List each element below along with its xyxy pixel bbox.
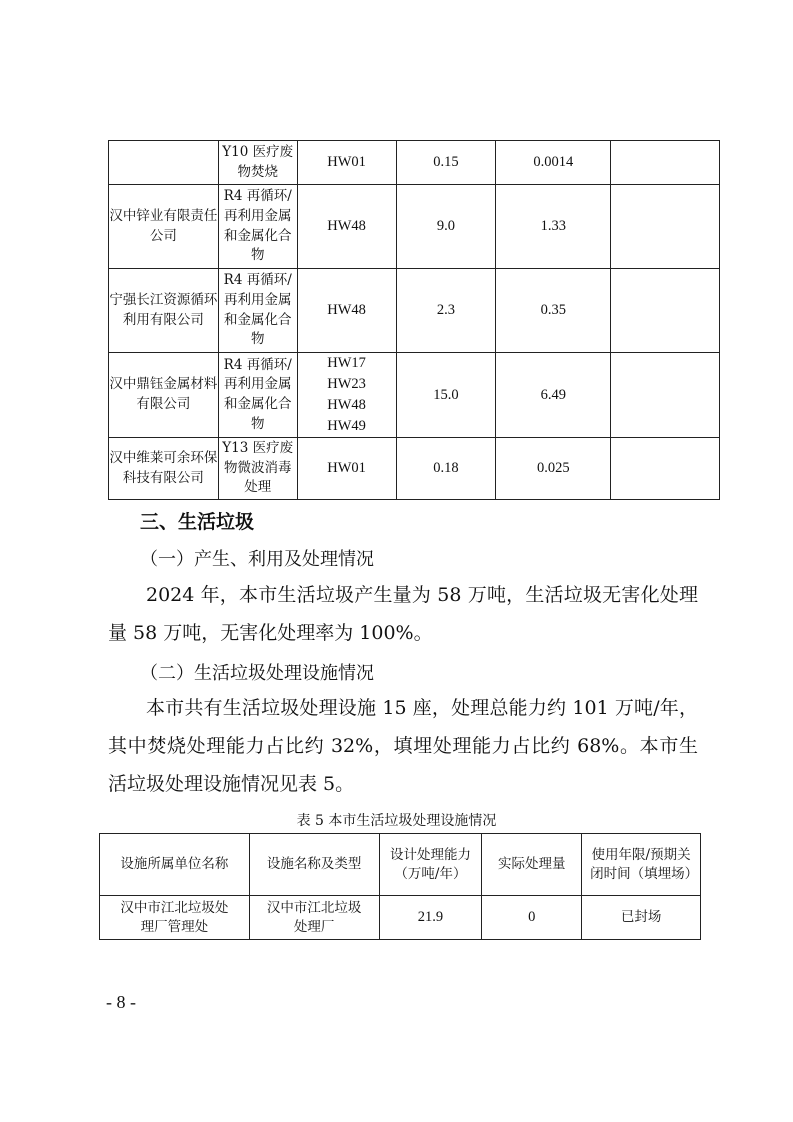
header-cell: 使用年限/预期关闭时间（填埋场） [582,834,701,896]
unit-cell: 汉中市江北垃圾处理厂管理处 [100,896,250,940]
table-row [109,269,720,353]
table-header-row [100,834,701,896]
unit-cell: 汉中锌业有限责任公司 [109,185,219,269]
capacity-cell: 9.0 [396,185,496,269]
waste-code-cell: HW48 [297,269,396,353]
note-cell [611,269,720,353]
actual-cell: 0 [482,896,582,940]
capacity-cell: 15.0 [396,353,496,438]
capacity-cell: 0.18 [396,438,496,500]
table-row [100,896,701,940]
page-number: - 8 - [106,992,136,1012]
actual-cell: 0.35 [496,269,611,353]
facility-cell: 汉中市江北垃圾处理厂 [249,896,379,940]
note-cell [611,353,720,438]
subsection-heading-1: （一）产生、利用及处理情况 [140,549,374,570]
table-row [109,353,720,438]
waste-code-cell: HW48 [297,185,396,269]
capacity-cell: 0.15 [396,141,496,185]
subsection-heading-2: （二）生活垃圾处理设施情况 [140,663,374,684]
actual-cell: 0.025 [496,438,611,500]
actual-cell: 1.33 [496,185,611,269]
unit-cell [109,141,219,185]
actual-cell: 0.0014 [496,141,611,185]
waste-code-cell: HW01 [297,141,396,185]
household-waste-facility-table [99,833,701,940]
actual-cell: 6.49 [496,353,611,438]
status-cell: 已封场 [582,896,701,940]
section-heading: 三、生活垃圾 [140,511,255,533]
unit-cell: 宁强长江资源循环利用有限公司 [109,269,219,353]
header-cell: 设施名称及类型 [249,834,379,896]
note-cell [611,438,720,500]
table-row [109,141,720,185]
paragraph-facilities: 本市共有生活垃圾处理设施 15 座，处理总能力约 101 万吨/年，其中焚烧处理能力占比约 32%，填埋处理能力占比约 68%。本市生活垃圾处理设施情况见表 5。 [108,697,698,795]
capacity-cell: 21.9 [379,896,482,940]
capacity-cell: 2.3 [396,269,496,353]
table-caption: 表 5 本市生活垃圾处理设施情况 [296,813,497,829]
waste-code-cell: HW01 [297,438,396,500]
facility-cell: Y10 医疗废物焚烧 [218,141,297,185]
facility-cell: R4 再循环/再利用金属和金属化合物 [218,269,297,353]
facility-cell: R4 再循环/再利用金属和金属化合物 [218,353,297,438]
paragraph-generation: 2024 年，本市生活垃圾产生量为 58 万吨，生活垃圾无害化处理量 58 万吨，无害化处理率为 100%。 [108,584,698,644]
note-cell [611,141,720,185]
header-cell: 设施所属单位名称 [100,834,250,896]
header-cell: 实际处理量 [482,834,582,896]
facility-cell: R4 再循环/再利用金属和金属化合物 [218,185,297,269]
table-row [109,185,720,269]
waste-code-cell: HW17 HW23 HW48 HW49 [297,353,396,438]
table-row [109,438,720,500]
hazardous-waste-facility-table [108,140,720,500]
header-cell: 设计处理能力（万吨/年） [379,834,482,896]
unit-cell: 汉中鼎钰金属材料有限公司 [109,353,219,438]
unit-cell: 汉中维莱可余环保科技有限公司 [109,438,219,500]
facility-cell: Y13 医疗废物微波消毒处理 [218,438,297,500]
note-cell [611,185,720,269]
